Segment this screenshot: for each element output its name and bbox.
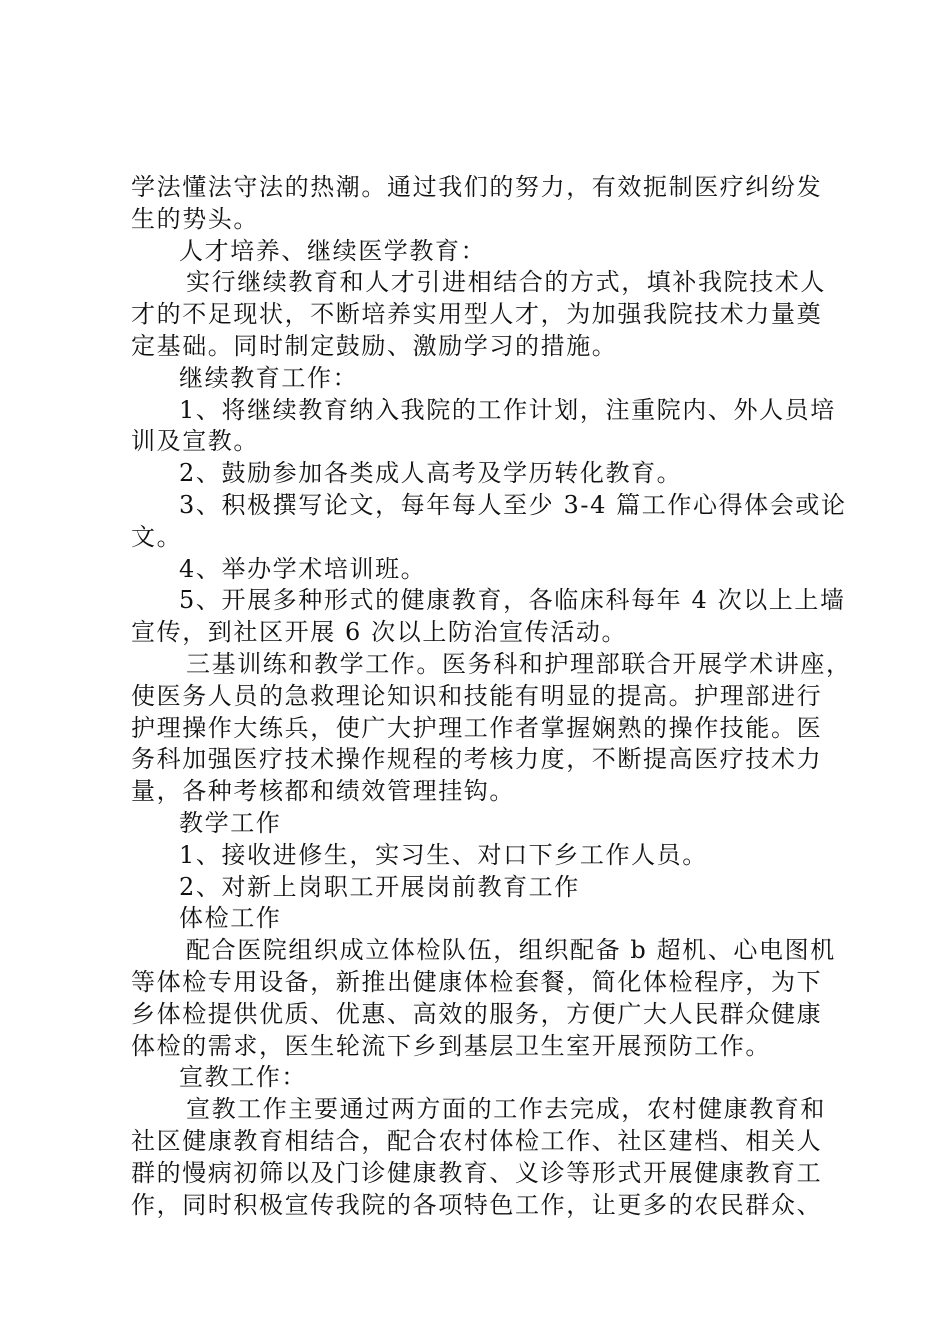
text-line: 体检工作	[179, 904, 282, 933]
text-line: 群的慢病初筛以及门诊健康教育、义诊等形式开展健康教育工	[131, 1158, 823, 1187]
text-line: 宣教工作：	[179, 1063, 307, 1092]
text-line: 使医务人员的急救理论知识和技能有明显的提高。护理部进行	[131, 681, 823, 710]
text-line: 配合医院组织成立体检队伍，组织配备 b 超机、心电图机	[186, 936, 836, 965]
text-line: 才的不足现状，不断培养实用型人才，为加强我院技术力量奠	[131, 300, 823, 329]
text-line: 5、开展多种形式的健康教育，各临床科每年 4 次以上上墙	[179, 586, 846, 615]
text-line: 乡体检提供优质、优惠、高效的服务，方便广大人民群众健康	[131, 999, 823, 1028]
text-line: 三基训练和教学工作。医务科和护理部联合开展学术讲座，	[186, 649, 852, 678]
text-line: 生的势头。	[131, 204, 259, 233]
text-line: 4、举办学术培训班。	[179, 554, 427, 583]
text-line: 2、对新上岗职工开展岗前教育工作	[179, 872, 580, 901]
text-line: 务科加强医疗技术操作规程的考核力度，不断提高医疗技术力	[131, 745, 823, 774]
text-line: 宣教工作主要通过两方面的工作去完成，农村健康教育和	[186, 1095, 826, 1124]
text-line: 人才培养、继续医学教育：	[179, 236, 487, 265]
text-line: 教学工作	[179, 808, 282, 837]
text-line: 2、鼓励参加各类成人高考及学历转化教育。	[179, 459, 683, 488]
text-line: 宣传，到社区开展 6 次以上防治宣传活动。	[131, 618, 628, 647]
text-line: 体检的需求，医生轮流下乡到基层卫生室开展预防工作。	[131, 1031, 771, 1060]
text-line: 护理操作大练兵，使广大护理工作者掌握娴熟的操作技能。医	[131, 713, 823, 742]
text-line: 定基础。同时制定鼓励、激励学习的措施。	[131, 331, 618, 360]
text-line: 训及宣教。	[131, 427, 259, 456]
text-line: 社区健康教育相结合，配合农村体检工作、社区建档、相关人	[131, 1126, 823, 1155]
text-line: 继续教育工作：	[179, 363, 359, 392]
text-line: 量，各种考核都和绩效管理挂钩。	[131, 777, 515, 806]
text-line: 作，同时积极宣传我院的各项特色工作，让更多的农民群众、	[131, 1190, 823, 1219]
text-line: 文。	[131, 522, 183, 551]
text-line: 3、积极撰写论文，每年每人至少 3-4 篇工作心得体会或论	[179, 490, 847, 519]
document-body	[131, 172, 852, 1221]
text-line: 1、将继续教育纳入我院的工作计划，注重院内、外人员培	[179, 395, 836, 424]
text-line: 学法懂法守法的热潮。通过我们的努力，有效扼制医疗纠纷发	[131, 173, 823, 201]
text-line: 实行继续教育和人才引进相结合的方式，填补我院技术人	[186, 268, 826, 297]
text-line: 1、接收进修生，实习生、对口下乡工作人员。	[179, 840, 708, 869]
text-line: 等体检专用设备，新推出健康体检套餐，简化体检程序，为下	[131, 967, 823, 996]
